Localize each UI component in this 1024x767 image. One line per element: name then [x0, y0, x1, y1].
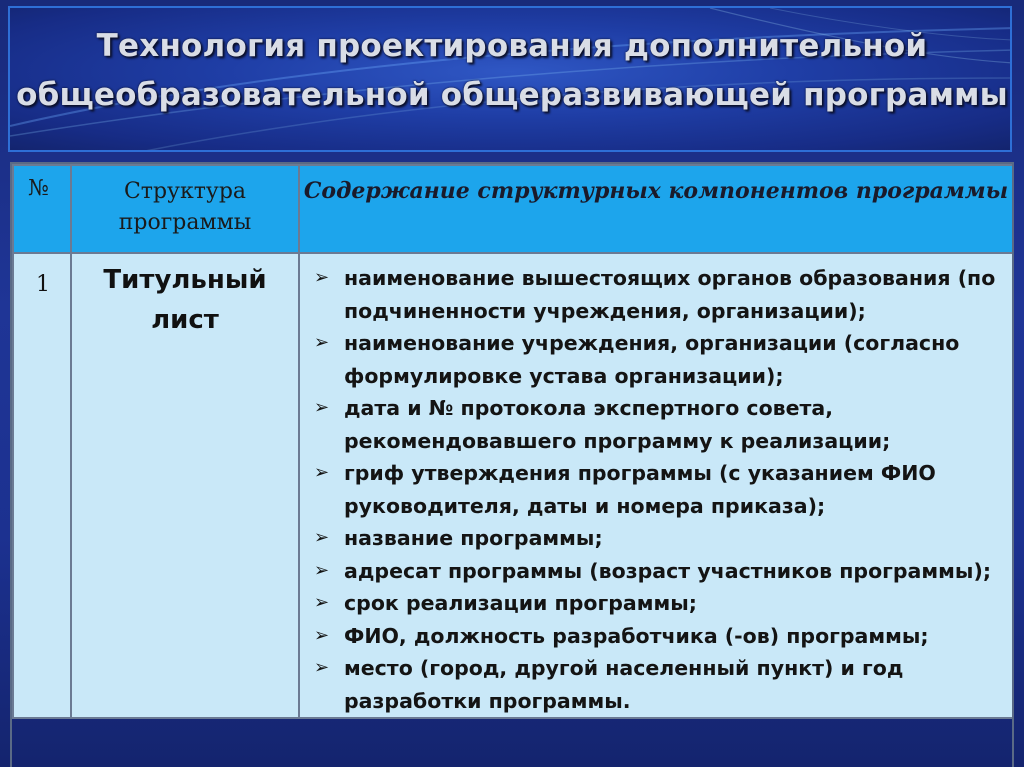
chevron-right-icon: ➢: [314, 332, 330, 353]
program-structure-table: [10, 162, 1014, 767]
row-structure: Титульный лист: [71, 253, 299, 718]
list-item: ➢ ФИО, должность разработчика (-ов) программы;: [314, 620, 1002, 653]
list-item: ➢ наименование вышестоящих органов образования (по подчиненности учреждения, организации);: [314, 262, 1002, 327]
slide-title: Технология проектирования дополнительной общеобразовательной общеразвивающей программы: [16, 28, 1008, 113]
chevron-right-icon: ➢: [314, 527, 330, 548]
header-content: Содержание структурных компонентов программы: [299, 165, 1013, 253]
list-item: ➢ гриф утверждения программы (с указанием ФИО руководителя, даты и номера приказа);: [314, 457, 1002, 522]
row-number: 1: [13, 253, 71, 718]
header-structure: Структура программы: [71, 165, 299, 253]
title-banner: [8, 6, 1012, 152]
list-item: ➢ наименование учреждения, организации (согласно формулировке устава организации);: [314, 327, 1002, 392]
chevron-right-icon: ➢: [314, 462, 330, 483]
list-item: ➢ адресат программы (возраст участников программы);: [314, 555, 1002, 588]
list-item: ➢ дата и № протокола экспертного совета, рекомендовавшего программу к реализации;: [314, 392, 1002, 457]
content-list: [314, 262, 1002, 717]
table-row: [13, 253, 1013, 718]
chevron-right-icon: ➢: [314, 592, 330, 613]
chevron-right-icon: ➢: [314, 657, 330, 678]
table: [12, 164, 1014, 719]
table-header-row: [13, 165, 1013, 253]
header-number: №: [13, 165, 71, 253]
chevron-right-icon: ➢: [314, 624, 330, 646]
row-content: [299, 253, 1013, 718]
chevron-right-icon: ➢: [314, 397, 330, 418]
list-item: ➢ место (город, другой населенный пункт) и год разработки программы.: [314, 652, 1002, 717]
list-item: ➢ срок реализации программы;: [314, 587, 1002, 620]
chevron-right-icon: ➢: [314, 267, 330, 288]
chevron-right-icon: ➢: [314, 559, 330, 581]
list-item: ➢ название программы;: [314, 522, 1002, 555]
